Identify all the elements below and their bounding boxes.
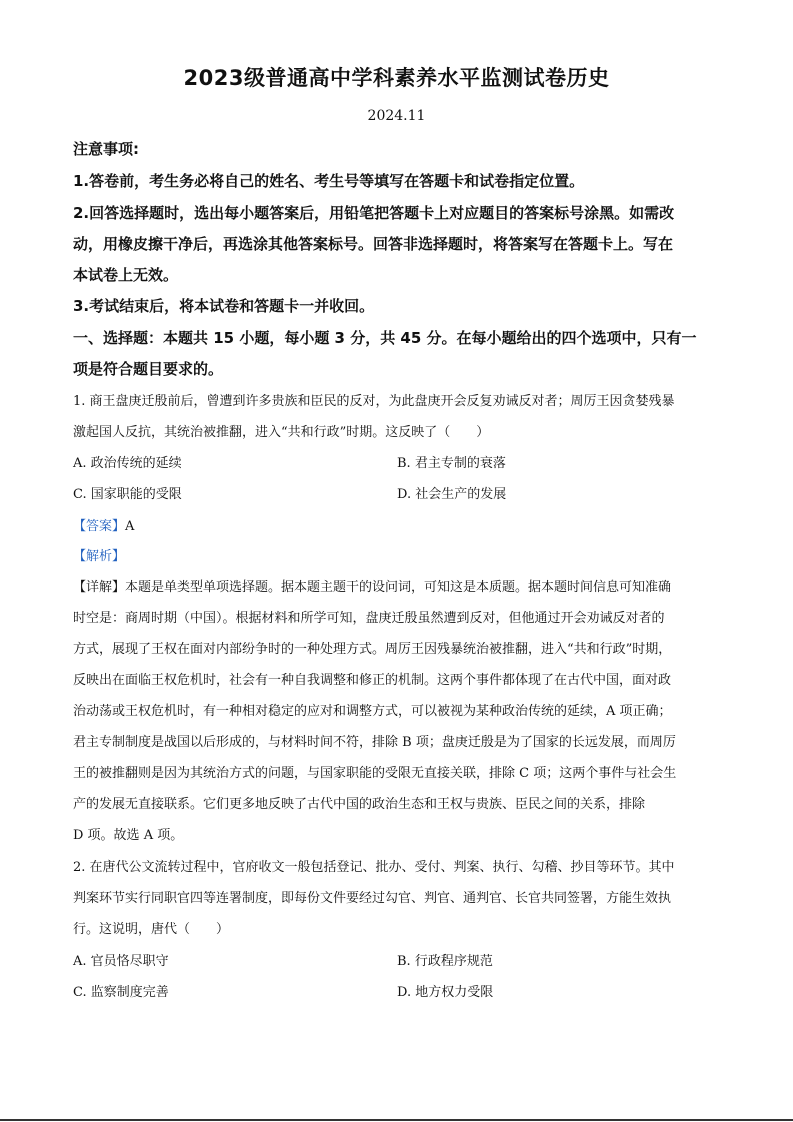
notice-item-3: 3.考试结束后，将本试卷和答题卡一并收回。 [73,297,375,315]
q2-stem-line-1: 2. 在唐代公文流转过程中，官府收文一般包括登记、批办、受付、判案、执行、勾稽、抄目等环节。其中 [73,860,675,875]
page-bottom-divider [0,1119,793,1121]
q1-detail-line-6: 君主专制制度是战国以后形成的，与材料时间不符，排除 B 项；盘庚迁殷是为了国家的长远发展，而周厉 [73,735,676,750]
notice-item-1: 1.答卷前，考生务必将自己的姓名、考生号等填写在答题卡和试卷指定位置。 [73,172,585,190]
q1-option-d: D. 社会生产的发展 [397,487,507,502]
q1-stem-line-1: 1. 商王盘庚迁殷前后，曾遭到许多贵族和臣民的反对，为此盘庚开会反复劝诫反对者；周厉王因贪婪残暴 [73,394,675,409]
q1-option-a: A. 政治传统的延续 [73,456,182,471]
q2-option-c: C. 监察制度完善 [73,985,169,1000]
q1-detail-line-7: 王的被推翻则是因为其统治方式的问题，与国家职能的受限无直接关联，排除 C 项；这两个事件与社会生 [73,766,677,781]
section-heading-cont: 项是符合题目要求的。 [73,360,224,378]
q1-detail-line-5: 治动荡或王权危机时，有一种相对稳定的应对和调整方式，可以被视为某种政治传统的延续，A 项正确； [73,704,672,719]
q1-option-b: B. 君主专制的衰落 [397,456,506,471]
answer-label: 【答案】 [73,519,126,534]
q2-option-b: B. 行政程序规范 [397,954,493,969]
notice-item-2: 2.回答选择题时，选出每小题答案后，用铅笔把答题卡上对应题目的答案标号涂黑。如需改 [73,204,675,222]
q2-stem-line-3: 行。这说明，唐代（ ） [73,922,230,937]
q1-answer [73,515,134,534]
answer-value: A [125,519,135,534]
q2-option-a: A. 官员恪尽职守 [73,954,169,969]
page-title: 2023级普通高中学科素养水平监测试卷历史 [183,66,610,90]
q1-analysis-label: 【解析】 [73,549,126,564]
q1-detail-line-8: 产的发展无直接联系。它们更多地反映了古代中国的政治生态和王权与贵族、臣民之间的关系，排除 [73,797,646,812]
notice-item-2-cont: 动，用橡皮擦干净后，再选涂其他答案标号。回答非选择题时，将答案写在答题卡上。写在 [73,235,674,253]
q2-stem-line-2: 判案环节实行同职官四等连署制度，即每份文件要经过勾官、判官、通判官、长官共同签署，方能生效执 [73,891,672,906]
q2-option-d: D. 地方权力受限 [397,985,494,1000]
q1-option-c: C. 国家职能的受限 [73,487,182,502]
notice-item-2-end: 本试卷上无效。 [73,266,179,284]
q1-detail-line-3: 方式，展现了王权在面对内部纷争时的一种处理方式。周厉王因残暴统治被推翻，进入“共和行政”时期， [73,642,672,657]
notice-heading: 注意事项: [73,140,139,158]
q1-detail-line-2: 时空是：商周时期（中国）。根据材料和所学可知，盘庚迁殷虽然遭到反对，但他通过开会劝诫反对者的 [73,611,665,626]
q1-stem-line-2: 激起国人反抗，其统治被推翻，进入“共和行政”时期。这反映了（ ） [73,425,490,440]
exam-date: 2024.11 [367,108,426,124]
q1-detail-line-1: 【详解】本题是单类型单项选择题。据本题主题干的设问词，可知这是本质题。据本题时间信息可知准确 [73,580,672,595]
q1-detail-line-9: D 项。故选 A 项。 [73,828,184,843]
section-heading: 一、选择题：本题共 15 小题，每小题 3 分，共 45 分。在每小题给出的四个选项中，只有一 [73,329,697,347]
q1-detail-line-4: 反映出在面临王权危机时，社会有一种自我调整和修正的机制。这两个事件都体现了在古代中国，面对政 [73,673,672,688]
